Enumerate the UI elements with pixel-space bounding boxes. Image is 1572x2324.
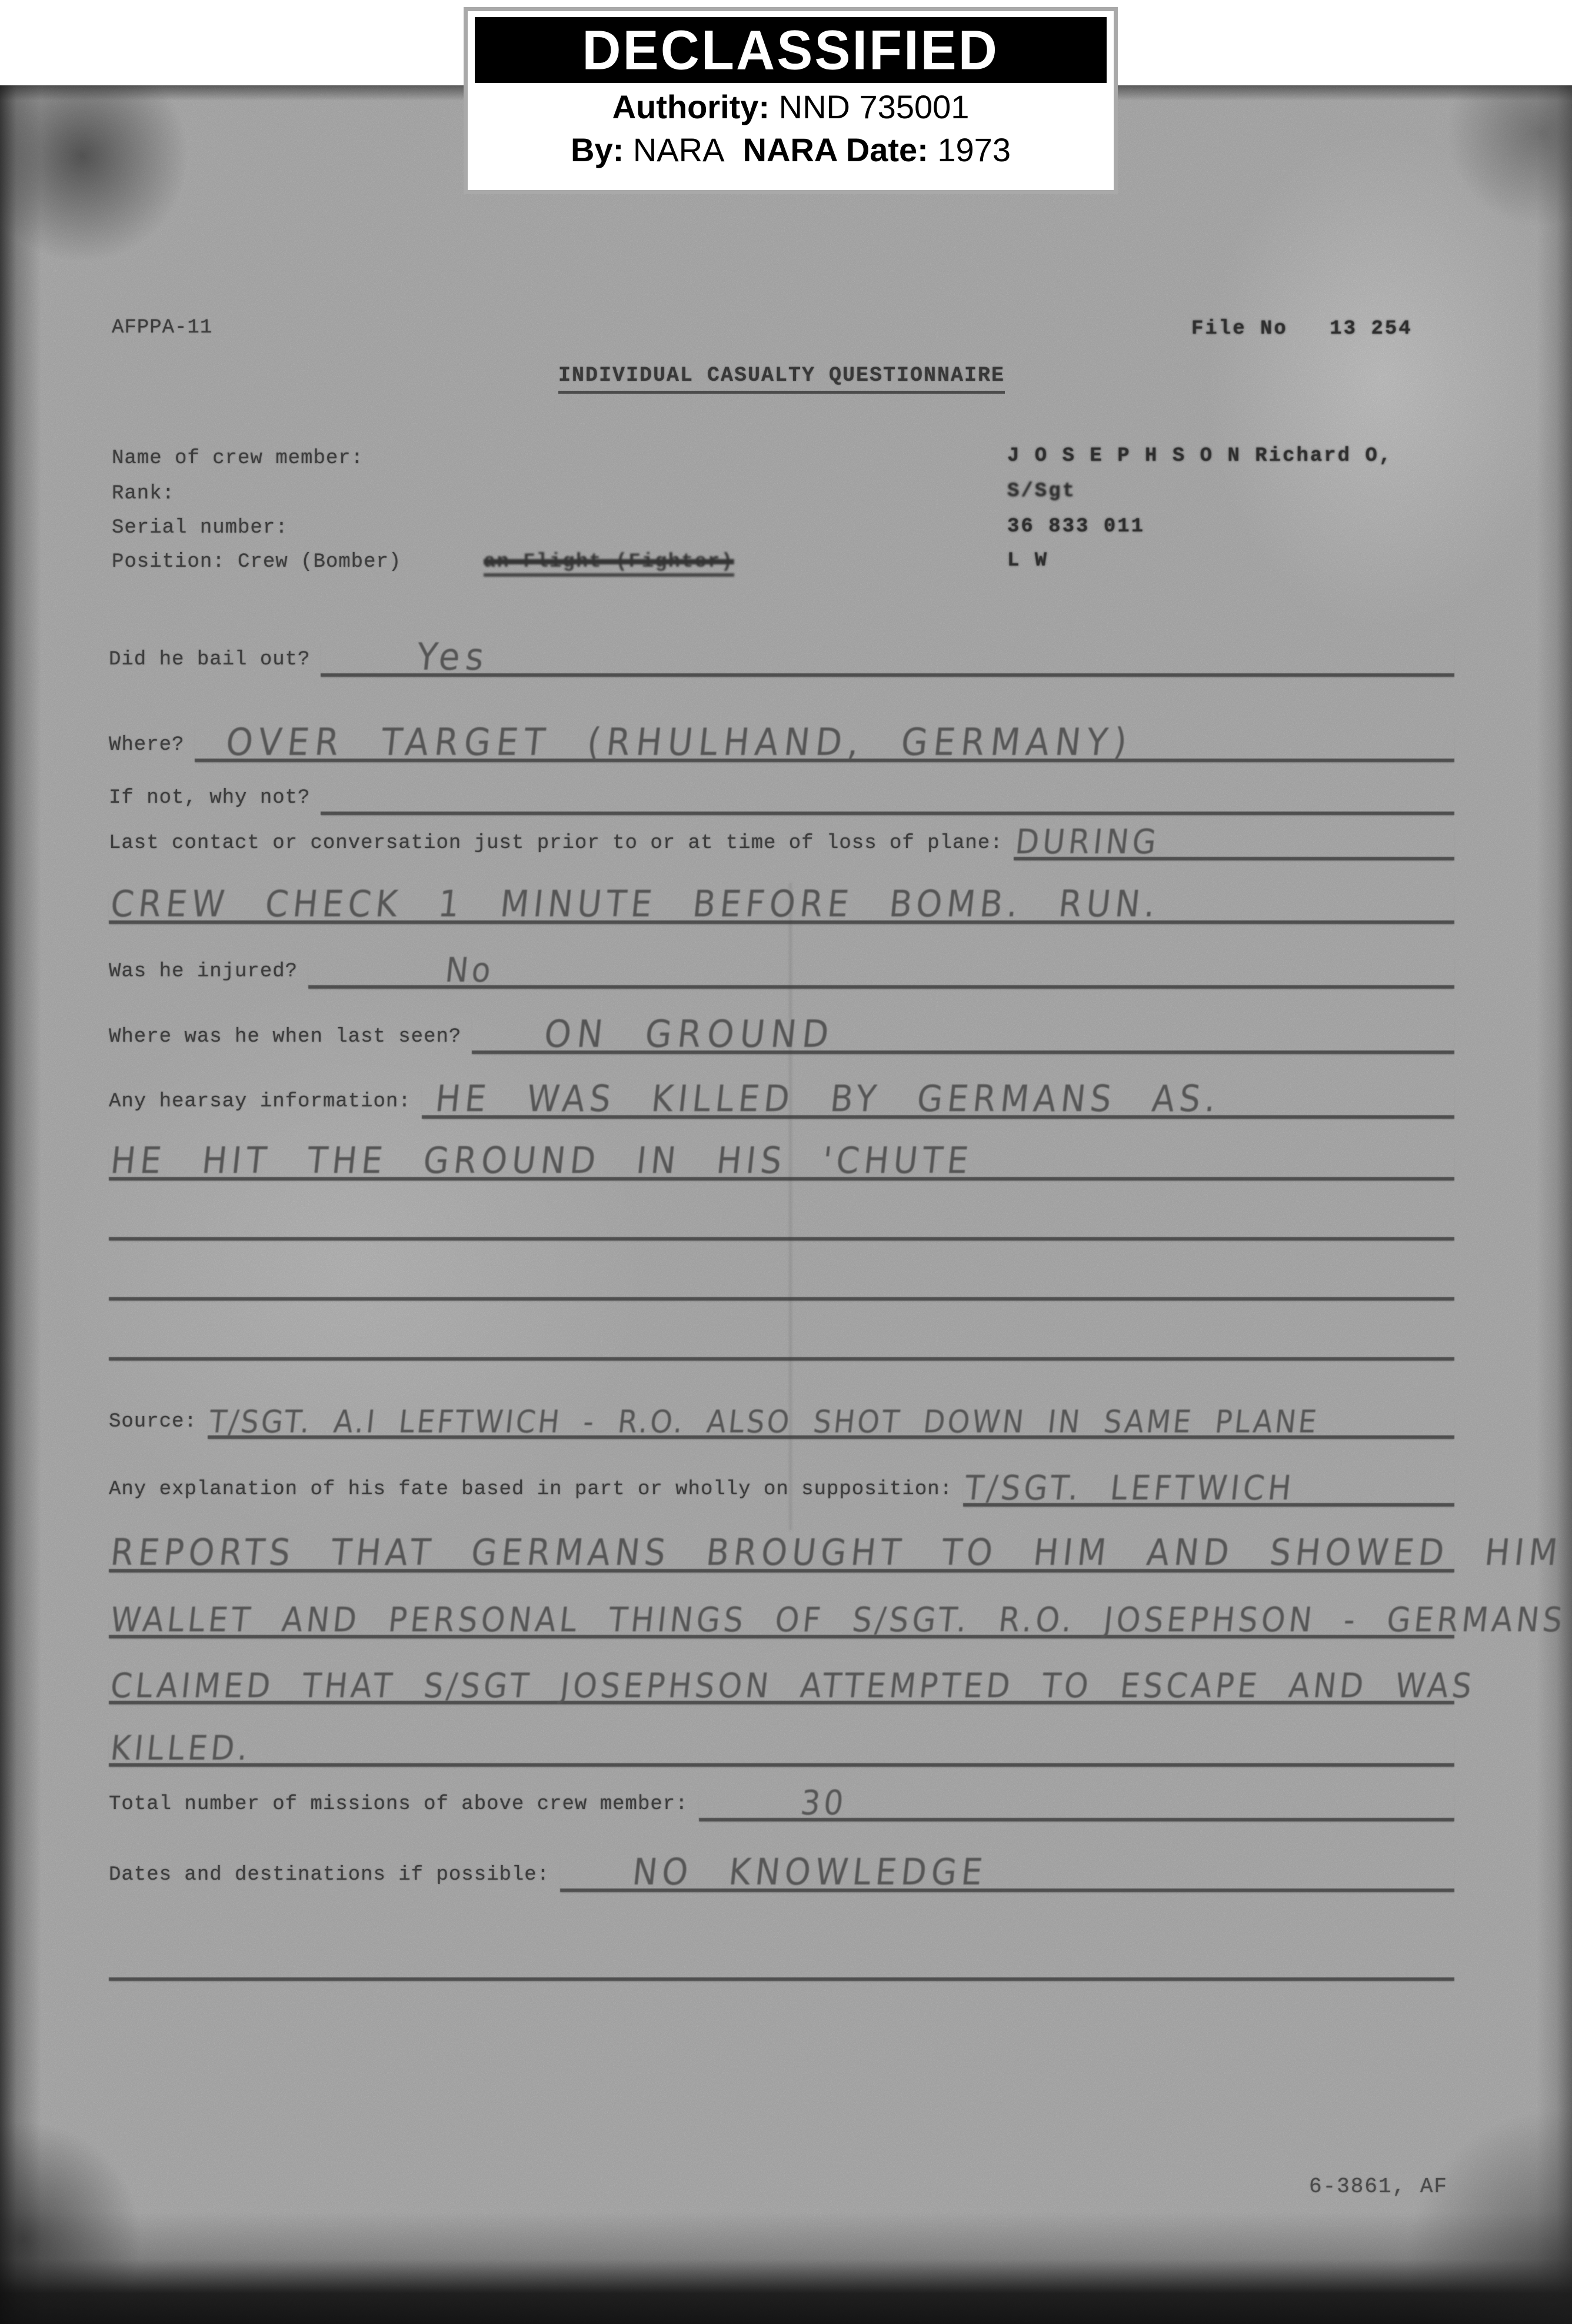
form-number: AFPPA-11 — [112, 317, 213, 339]
explanation-answer-part5: KILLED. — [108, 1729, 254, 1768]
nara-date-label: NARA Date: — [742, 131, 928, 168]
dates-answer-line — [560, 1851, 1454, 1894]
question-where — [109, 713, 1454, 762]
last-contact-answer-line — [1013, 823, 1454, 862]
name-value: J O S E P H S O N Richard O, — [1007, 445, 1393, 467]
last-contact-continuation — [109, 875, 1454, 924]
explanation-answer-part1: T/SGT. LEFTWICH — [962, 1469, 1297, 1508]
name-label: Name of crew member: — [112, 447, 364, 470]
explanation-continuation-1 — [108, 1523, 1564, 1574]
question-dates — [109, 1843, 1454, 1892]
by-label: By: — [571, 131, 624, 168]
declassified-banner — [475, 17, 1107, 83]
position-struck-text: an Flight (Fighter) — [484, 551, 734, 577]
explanation-continuation-4 — [109, 1717, 1454, 1767]
explanation-continuation-3 — [108, 1655, 1477, 1706]
explanation-line-3 — [108, 1601, 1568, 1640]
missions-label: Total number of missions of above crew member: — [109, 1793, 688, 1816]
question-missions — [109, 1772, 1454, 1821]
serial-label: Serial number: — [112, 517, 288, 539]
serial-value: 36 833 011 — [1007, 516, 1145, 538]
question-injured — [109, 939, 1454, 989]
injured-answer-line — [308, 951, 1454, 990]
blank-line-3 — [109, 1311, 1454, 1361]
nara-date-value: 1973 — [937, 131, 1011, 168]
authority-label: Authority: — [612, 88, 770, 125]
dates-answer: NO KNOWLEDGE — [630, 1851, 990, 1894]
form-id: 6-3861, AF — [1309, 2175, 1448, 2199]
explanation-label: Any explanation of his fate based in part or wholly on supposition: — [109, 1478, 953, 1501]
authority-value: NND 735001 — [778, 88, 970, 125]
injured-label: Was he injured? — [109, 960, 298, 983]
last-contact-continuation-line — [108, 883, 1454, 926]
question-source — [109, 1389, 1454, 1439]
hearsay-answer-line2 — [108, 1139, 1454, 1182]
where-answer-line — [195, 720, 1454, 764]
blank-line-2 — [109, 1251, 1454, 1301]
if-not-label: If not, why not? — [109, 787, 311, 809]
last-seen-answer-line — [472, 1012, 1454, 1056]
last-contact-answer-part1: DURING — [1013, 823, 1161, 862]
last-contact-answer-part2: CREW CHECK 1 MINUTE BEFORE BOMB. RUN. — [108, 883, 1162, 926]
rank-label: Rank: — [112, 483, 175, 505]
explanation-answer-part2: REPORTS THAT GERMANS BROUGHT TO HIM AND SHOWED HIM — [108, 1531, 1564, 1574]
question-bail-out — [109, 627, 1454, 677]
form-title: INDIVIDUAL CASUALTY QUESTIONNAIRE — [558, 364, 1005, 394]
blank-line-1 — [109, 1191, 1454, 1241]
rank-value: S/Sgt — [1007, 480, 1077, 503]
authority-line — [468, 88, 1114, 126]
by-value: NARA — [632, 131, 725, 168]
where-label: Where? — [109, 734, 185, 756]
bail-out-answer-line — [321, 634, 1454, 679]
last-contact-label: Last contact or conversation just prior to or at time of loss of plane: — [109, 832, 1003, 855]
explanation-line-4 — [108, 1667, 1477, 1706]
by-line — [468, 131, 1114, 169]
question-hearsay — [109, 1069, 1454, 1119]
hearsay-answer-part1: HE WAS KILLED BY GERMANS AS. — [433, 1078, 1223, 1121]
missions-answer-line — [699, 1784, 1454, 1823]
position-value: L W — [1007, 550, 1049, 572]
explanation-answer-part3: WALLET AND PERSONAL THINGS OF S/SGT. R.O. JOSEPHSON - GERMANS — [108, 1601, 1568, 1640]
bail-out-answer: Yes — [414, 634, 492, 679]
blank-line-4 — [109, 1931, 1454, 1981]
form-title-row — [109, 364, 1454, 387]
explanation-line-5 — [108, 1729, 1454, 1768]
source-answer-line — [207, 1404, 1454, 1441]
question-if-not — [109, 766, 1454, 815]
file-no — [1191, 318, 1413, 340]
source-label: Source: — [109, 1411, 197, 1433]
where-answer: OVER TARGET (RHULHAND, GERMANY) — [224, 720, 1135, 764]
explanation-answer-part4: CLAIMED THAT S/SGT JOSEPHSON ATTEMPTED TO ESCAPE AND WAS — [108, 1667, 1477, 1706]
missions-answer: 30 — [798, 1784, 849, 1823]
injured-answer: No — [443, 951, 497, 990]
declassified-stamp — [464, 7, 1118, 194]
declassified-text: DECLASSIFIED — [582, 18, 1000, 81]
hearsay-answer-part2: HE HIT THE GROUND IN HIS 'CHUTE — [108, 1139, 975, 1182]
last-seen-answer: ON GROUND — [542, 1012, 837, 1056]
blank-rule-2 — [109, 1297, 1454, 1301]
explanation-line-2 — [108, 1531, 1564, 1574]
question-last-contact — [109, 811, 1454, 860]
file-no-value: 13 254 — [1330, 318, 1413, 340]
hearsay-label: Any hearsay information: — [109, 1090, 411, 1113]
blank-rule-4 — [109, 1977, 1454, 1981]
hearsay-answer-line1 — [422, 1078, 1454, 1121]
bail-out-label: Did he bail out? — [109, 649, 311, 671]
dates-label: Dates and destinations if possible: — [109, 1864, 550, 1886]
blank-rule-3 — [109, 1357, 1454, 1361]
hearsay-continuation — [109, 1131, 1454, 1181]
file-no-label: File No — [1191, 318, 1288, 340]
explanation-continuation-2 — [108, 1589, 1568, 1640]
question-last-seen — [109, 1005, 1454, 1054]
explanation-answer-line — [962, 1469, 1454, 1508]
blank-rule-1 — [109, 1237, 1454, 1241]
source-answer: T/SGT. A.I LEFTWICH - R.O. ALSO SHOT DOWN IN SAME PLANE — [207, 1404, 1321, 1441]
last-seen-label: Where was he when last seen? — [109, 1026, 462, 1048]
question-explanation — [109, 1457, 1454, 1507]
position-label: Position: Crew (Bomber) — [112, 551, 402, 573]
